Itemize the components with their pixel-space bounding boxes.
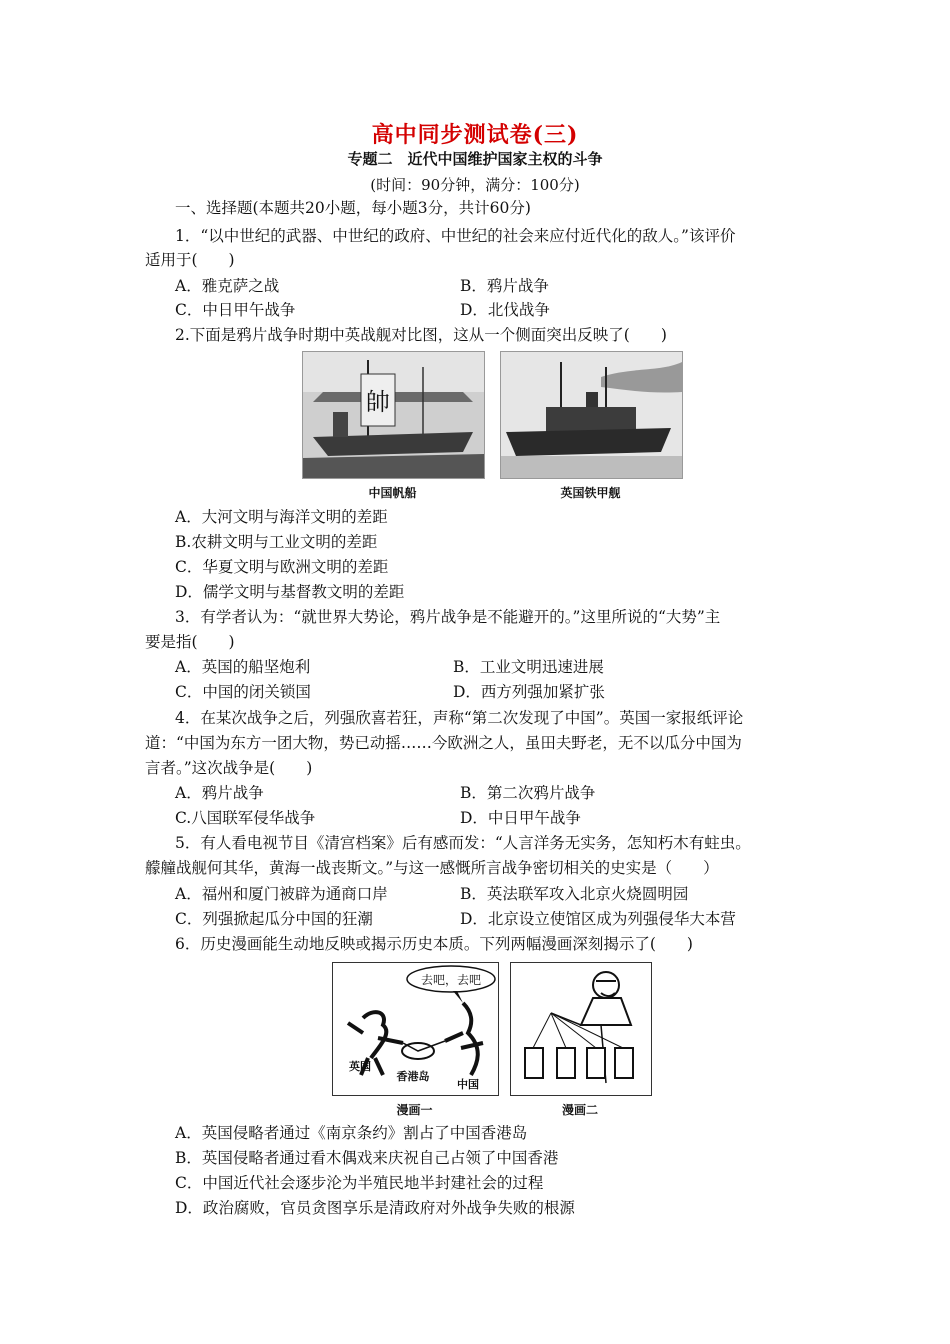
speech-bubble-text: 去吧，去吧 (420, 973, 482, 987)
junk-flag-character: 帥 (366, 388, 390, 416)
q3-stem-1: 3．有学者认为：“就世界大势论，鸦片战争是不能避开的。”这里所说的“大势”主 (175, 608, 721, 626)
label-china: 中国 (457, 1078, 479, 1091)
page-title: 高中同步测试卷(三) (371, 122, 579, 148)
q6-option-b: B．英国侵略者通过看木偶戏来庆祝自己占领了中国香港 (175, 1149, 559, 1167)
q4-option-d: D．中日甲午战争 (460, 809, 581, 827)
q6-option-c: C．中国近代社会逐步沦为半殖民地半封建社会的过程 (175, 1174, 544, 1192)
chinese-junk-illustration (303, 352, 484, 478)
british-ironclad-photo (500, 351, 683, 479)
q5-option-b: B．英法联军攻入北京火烧圆明园 (460, 885, 689, 903)
q3-option-d: D．西方列强加紧扩张 (453, 683, 605, 701)
q2-stem: 2.下面是鸦片战争时期中英战舰对比图，这从一个侧面突出反映了( ) (175, 326, 667, 344)
q2-option-d: D．儒学文明与基督教文明的差距 (175, 583, 405, 601)
q4-option-b: B．第二次鸦片战争 (460, 784, 596, 802)
chinese-junk-photo (302, 351, 485, 479)
q5-stem-1: 5．有人看电视节目《清宫档案》后有感而发：“人言洋务无实务，怎知朽木有蛀虫。 (175, 834, 751, 852)
cartoon-one-illustration (333, 963, 498, 1095)
label-britain: 英国 (349, 1060, 371, 1073)
cartoon-one-caption: 漫画一 (396, 1103, 433, 1117)
q4-option-a: A．鸦片战争 (175, 784, 264, 802)
q1-stem-1: 1．“以中世纪的武器、中世纪的政府、中世纪的社会来应付近代化的敌人。”该评价 (175, 227, 736, 245)
ironclad-illustration (501, 352, 682, 478)
q6-stem: 6．历史漫画能生动地反映或揭示历史本质。下列两幅漫画深刻揭示了( ) (175, 935, 693, 953)
q2-option-c: C．华夏文明与欧洲文明的差距 (175, 558, 389, 576)
q4-stem-2: 道：“中国为东方一团大物，势已动摇……今欧洲之人，虽田夫野老，无不以瓜分中国为 (145, 734, 742, 752)
cartoon-two (510, 962, 652, 1096)
q5-stem-2: 艨艟战舰何其华，黄海一战丧斯文。”与这一感慨所言战争密切相关的史实是（ ） (145, 859, 719, 877)
q5-option-c: C．列强掀起瓜分中国的狂潮 (175, 910, 373, 928)
q5-option-a: A．福州和厦门被辟为通商口岸 (175, 885, 388, 903)
q1-option-b: B．鸦片战争 (460, 277, 549, 295)
q4-stem-1: 4．在某次战争之后，列强欣喜若狂，声称“第二次发现了中国”。英国一家报纸评论 (175, 709, 744, 727)
q4-option-c: C.八国联军侵华战争 (175, 809, 316, 827)
q2-option-b: B.农耕文明与工业文明的差距 (175, 533, 378, 551)
q3-option-a: A．英国的船坚炮利 (175, 658, 311, 676)
cartoon-one (332, 962, 499, 1096)
label-hong-kong: 香港岛 (396, 1070, 430, 1083)
q1-option-a: A．雅克萨之战 (175, 277, 280, 295)
exam-meta: (时间：90分钟，满分：100分) (370, 176, 580, 194)
page-subtitle: 专题二 近代中国维护国家主权的斗争 (347, 150, 603, 168)
q6-option-d: D．政治腐败，官员贪图享乐是清政府对外战争失败的根源 (175, 1199, 575, 1217)
q2-option-a: A．大河文明与海洋文明的差距 (175, 508, 388, 526)
q1-stem-2: 适用于( ) (145, 251, 235, 269)
section-heading: 一、选择题(本题共20小题，每小题3分，共计60分) (175, 199, 531, 217)
junk-caption: 中国帆船 (368, 486, 417, 500)
q3-option-b: B．工业文明迅速进展 (453, 658, 604, 676)
q1-option-d: D．北伐战争 (460, 301, 550, 319)
q6-option-a: A．英国侵略者通过《南京条约》割占了中国香港岛 (175, 1124, 528, 1142)
q3-option-c: C．中国的闭关锁国 (175, 683, 311, 701)
q1-option-c: C．中日甲午战争 (175, 301, 296, 319)
q5-option-d: D．北京设立使馆区成为列强侵华大本营 (460, 910, 736, 928)
ironclad-caption: 英国铁甲舰 (560, 486, 621, 500)
q3-stem-2: 要是指( ) (145, 633, 235, 651)
cartoon-two-caption: 漫画二 (561, 1103, 598, 1117)
cartoon-two-illustration (511, 963, 651, 1095)
q4-stem-3: 言者。”这次战争是( ) (145, 759, 313, 777)
